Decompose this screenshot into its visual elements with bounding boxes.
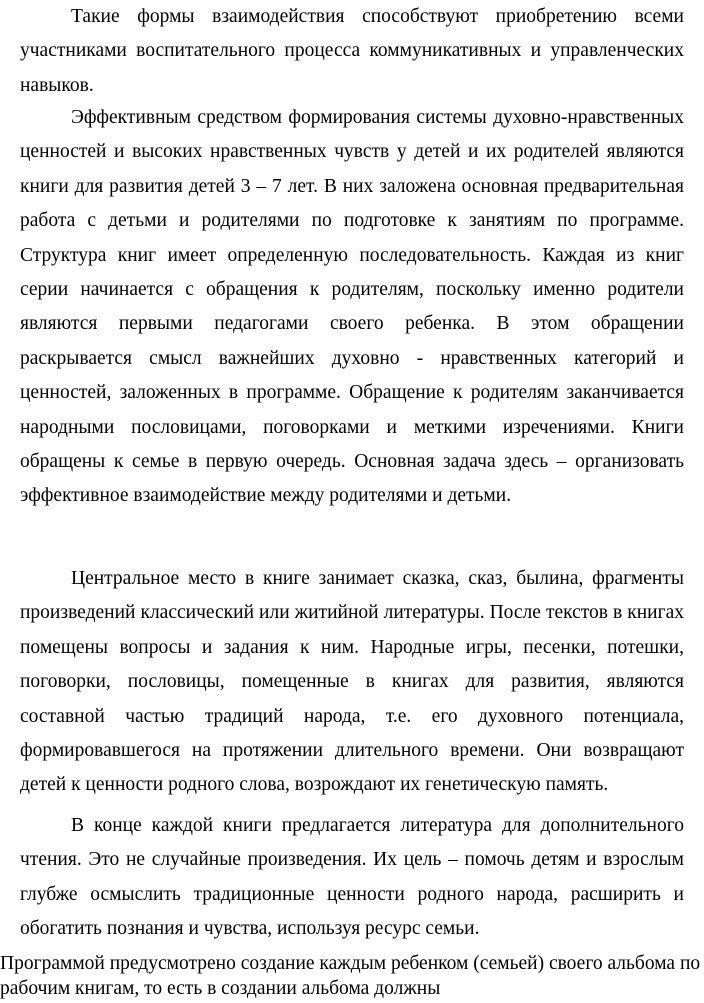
paragraph-2: Эффективным средством формирования системы духовно-нравственных ценностей и высоких нравственных чувств у детей и их родителей являются книги для развития детей 3 – 7 лет. В них заложена основная предварительная работа с детьми и родителями по подготовке к занятиям по программе. Структура книг имеет определенную последовательность. Каждая из книг серии начинается с обращения к родителям, поскольку именно родители являются первыми педагогами своего ребенка. В этом обращении раскрывается смысл важнейших духовно - нравственных категорий и ценностей, заложенных в программе. Обращение к родителям заканчивается народными пословицами, поговорками и меткими изречениями. Книги обращены к семье в первую очередь. Основная задача здесь – организовать эффективное взаимодействие между родителями и детьми. [20, 107, 684, 507]
paragraph-3: Центральное место в книге занимает сказка, сказ, былина, фрагменты произведений классический или житийной литературы. После текстов в книгах помещены вопросы и задания к ним. Народные игры, песенки, потешки, поговорки, пословицы, помещенные в книгах для развития, являются составной частью традиций народа, т.е. его духовного потенциала, формировавшегося на протяжении длительного времени. Они возвращают детей к ценности родного слова, возрождают их генетическую память. [20, 568, 684, 796]
paragraph-5: Программой предусмотрено создание каждым ребенком (семьей) своего альбома по рабочим книгам, то есть в создании альбома должны [0, 953, 701, 999]
paragraph-1: Такие формы взаимодействия способствуют приобретению всеми участниками воспитательного процесса коммуникативных и управленческих навыков. [20, 6, 684, 96]
paragraph-4: В конце каждой книги предлагается литература для дополнительного чтения. Это не случайные произведения. Их цель – помочь детям и взрослым глубже осмыслить традиционные ценности родного народа, расширить и обогатить познания и чувства, используя ресурс семьи. [20, 815, 684, 940]
